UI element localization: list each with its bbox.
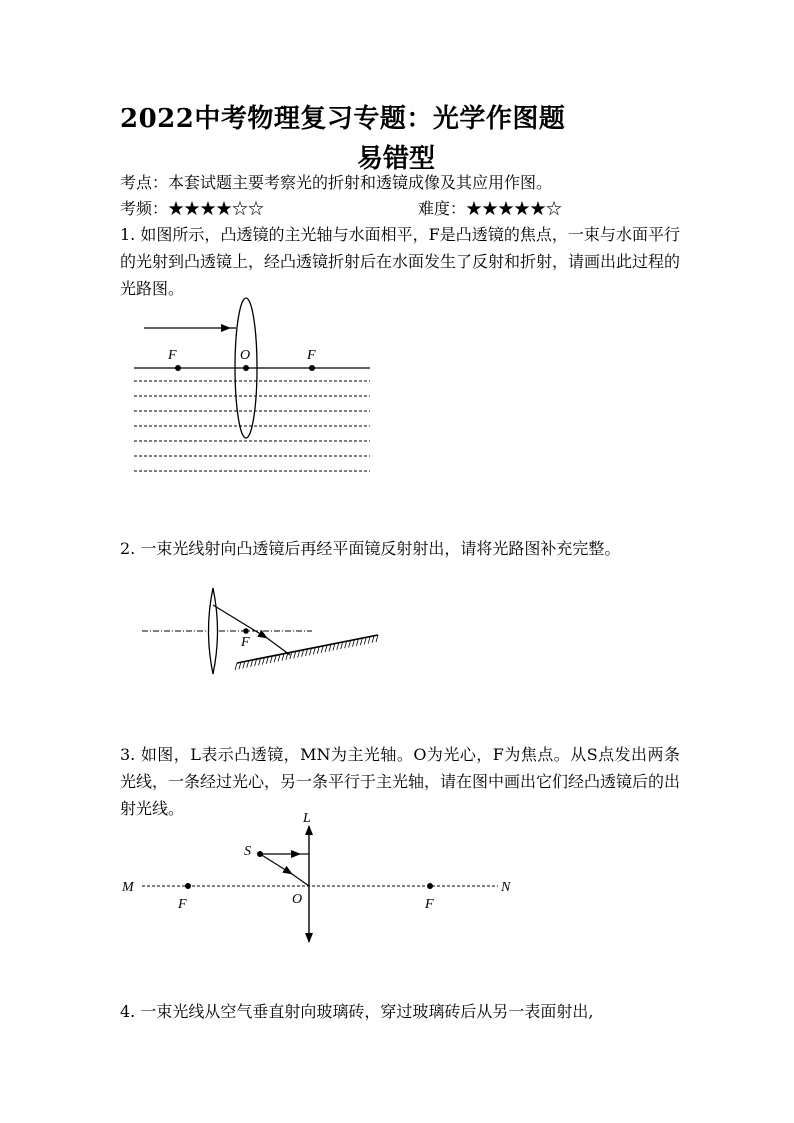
label-o: O (292, 892, 303, 907)
optical-center-point (243, 365, 249, 371)
water-dashes (134, 381, 370, 471)
frequency-rating: 考频：★★★★☆☆ (120, 199, 265, 218)
question-2-text: 2. 一束光线射向凸透镜后再经平面镜反射射出，请将光路图补充完整。 (120, 539, 621, 558)
page-title: 2022中考物理复习专题：光学作图题 (120, 104, 566, 134)
label-f-left: F (168, 348, 177, 363)
focus-point-right (309, 365, 315, 371)
label-f: F (241, 635, 250, 650)
convex-lens (209, 588, 218, 674)
page-subtitle: 易错型 (357, 144, 436, 174)
focus-point-right (427, 883, 433, 889)
label-f-left: F (178, 897, 187, 912)
label-o: O (240, 348, 251, 363)
label-l: L (303, 811, 311, 826)
focus-point (243, 628, 249, 634)
center-ray (260, 854, 292, 874)
refracted-ray (213, 605, 267, 638)
label-n: N (501, 880, 511, 895)
label-f-right: F (307, 348, 316, 363)
question-1-text: 1. 如图所示，凸透镜的主光轴与水面相平，F是凸透镜的焦点，一束与水面平行的光射到凸透镜上，经凸透镜折射后在水面发生了反射和折射，请画出此过程的光路图。 (120, 225, 681, 298)
difficulty-rating: 难度：★★★★★☆ (418, 199, 563, 218)
question-4-text: 4. 一束光线从空气垂直射向玻璃砖，穿过玻璃砖后从另一表面射出, (120, 1002, 594, 1021)
question-3-diagram (120, 808, 520, 948)
focus-point-left (185, 883, 191, 889)
question-1-diagram (130, 295, 375, 480)
question-2-diagram (140, 585, 385, 680)
question-3-text: 3. 如图，L表示凸透镜，MN为主光轴。O为光心，F为焦点。从S点发出两条光线，一条经过光心，另一条平行于主光轴，请在图中画出它们经凸透镜后的出射光线。 (120, 745, 681, 818)
label-f-right: F (425, 897, 434, 912)
focus-text: 考点：本套试题主要考察光的折射和透镜成像及其应用作图。 (120, 173, 553, 192)
label-m: M (122, 880, 134, 895)
focus-point-left (175, 365, 181, 371)
mirror-hatching (235, 635, 378, 670)
label-s: S (244, 844, 251, 859)
